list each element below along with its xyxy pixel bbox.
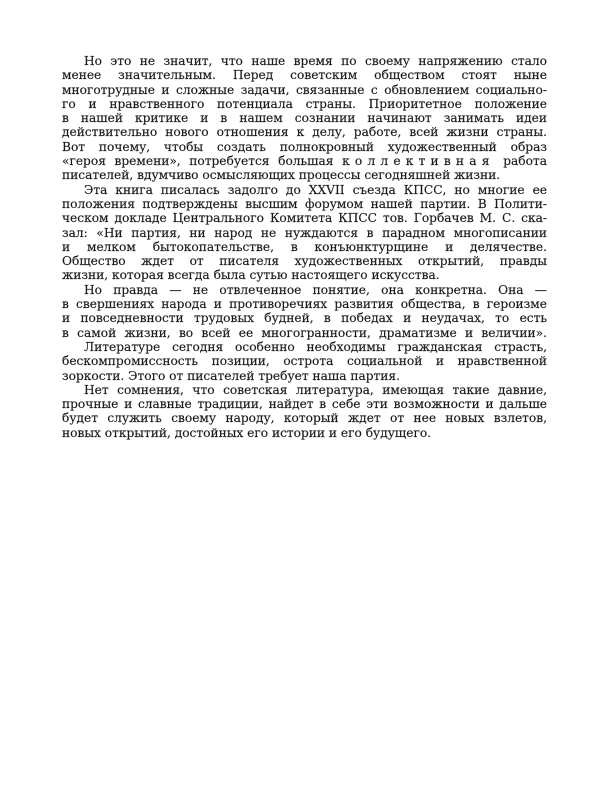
- text-line: и мелком бытокопательстве, в конъюнктурщине и делячестве.: [62, 239, 547, 254]
- text-line: в нашей критике и в нашем сознании начинают занимать идеи: [62, 111, 547, 126]
- text-line: будет служить своему народу, который ждет от нее новых взлетов,: [62, 411, 547, 426]
- emphasized-word: коллективная: [342, 154, 495, 169]
- text-line: зал: «Ни партия, ни народ не нуждаются в парадном многописании: [62, 225, 547, 240]
- text-line: Эта книга писалась задолго до XXVII съезда КПСС, но многие ее: [84, 182, 547, 197]
- text-line: Но правда — не отвлеченное понятие, она конкретна. Она —: [84, 282, 547, 297]
- text-line: прочные и славные традиции, найдет в себе эти возможности и дальше: [62, 397, 547, 412]
- text-line: новых открытий, достойных его истории и его будущего.: [62, 425, 432, 440]
- document-page: [62, 54, 547, 440]
- text-line: бескомпромиссность позиции, острота социальной и нравственной: [62, 354, 547, 369]
- text-line: и повседневности трудовых будней, в победах и неудачах, то есть: [62, 311, 547, 326]
- text-line: в свершениях народа и противоречиях развития общества, в героизме: [62, 297, 547, 312]
- text-line: жизни, которая всегда была сутью настоящего искусства.: [62, 268, 440, 283]
- text-line: Общество ждет от писателя художественных открытий, правды: [62, 254, 547, 269]
- text-line: менее значительным. Перед советским обществом стоят ныне: [62, 68, 547, 83]
- text-line: положения подтверждены высшим форумом нашей партии. В Полити-: [62, 196, 547, 211]
- text-line: Литературе сегодня особенно необходимы гражданская страсть,: [84, 339, 547, 354]
- text-fragment: «героя времени», потребуется большая: [62, 154, 343, 169]
- text-fragment: работа: [494, 154, 547, 169]
- text-line-spaced: [62, 154, 547, 168]
- text-line: многотрудные и сложные задачи, связанные с обновлением социально-: [62, 82, 547, 97]
- text-line: ческом докладе Центрального Комитета КПСС тов. Горбачев М. С. ска-: [62, 211, 547, 226]
- text-line: Но это не значит, что наше время по своему напряжению стало: [84, 54, 547, 68]
- text-line: в самой жизни, во всей ее многогранности, драматизме и величии».: [62, 325, 547, 340]
- text-line: го и нравственного потенциала страны. Приоритетное положение: [62, 96, 547, 111]
- paragraph: [62, 183, 547, 283]
- text-line: Нет сомнения, что советская литература, имеющая такие давние,: [84, 382, 547, 397]
- paragraph: [62, 340, 547, 383]
- paragraph: [62, 383, 547, 440]
- text-line: действительно нового отношения к делу, работе, всей жизни страны.: [62, 125, 547, 140]
- paragraph: [62, 283, 547, 340]
- text-line: зоркости. Этого от писателей требует наша партия.: [62, 368, 400, 383]
- text-line: Вот почему, чтобы создать полнокровный художественный образ: [62, 139, 547, 154]
- paragraph: [62, 54, 547, 183]
- text-line: писателей, вдумчиво осмысляющих процессы сегодняшней жизни.: [62, 168, 501, 183]
